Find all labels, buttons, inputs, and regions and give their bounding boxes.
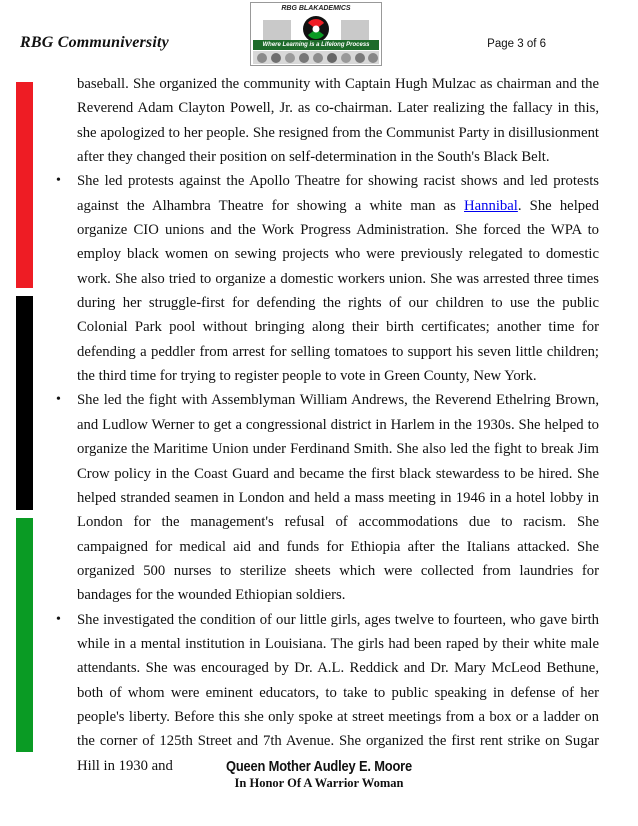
header-left-title: RBG Communiversity (20, 34, 169, 51)
bullet-1-text-b: . She helped organize CIO unions and the Work Progress Administration. She forced the WPA to employ black women on sewing projects who were previously relegated to domestic work. She also tried to organize a domestic workers union. She was arrested three times during her struggle-first for defending the rights of our children to use the public Colonial Park pool without bringing along their birth certificates; another time for defending a peddler from arrest for selling tomatoes to support his seven little children; the third time for trying to register people to vote in Green County, New York. (77, 197, 599, 385)
bullet-icon: • (56, 173, 61, 189)
bullet-item-2 (56, 388, 599, 607)
rbg-logo (250, 2, 382, 66)
bullet-2-text: She led the fight with Assemblyman William Andrews, the Reverend Ethelring Brown, and Ludlow Werner to get a congressional district in Harlem in the 1930s. She helped to organize the Maritime Union under Ferdinand Smith. She also led the fight to break Jim Crow policy in the Coast Guard and became the first black stewardess to be hired. She helped stranded seamen in London and held a mass meeting in 1946 in a hotel lobby in London for the management's refusal of accommodations due to racism. She campaigned for medical aid and funds for Ethiopia after the Italians attacked. She organized 500 nurses to sterilize sheets which were collected from laundries for bandages for the wounded Ethiopian soldiers. (77, 392, 599, 604)
bullet-1-text-a: She led protests against the Apollo Theatre for showing racist shows and led protests against the Alhambra Theatre for showing a white man as (77, 173, 599, 214)
logo-title: RBG BLAKADEMICS (281, 5, 351, 12)
bullet-icon: • (56, 392, 61, 408)
bullet-3-text: She investigated the condition of our little girls, ages twelve to fourteen, who gave birth while in a mental institution in Louisiana. The girls had been raped by their white male attendants. She was encouraged by Dr. A.L. Reddick and Dr. Mary McLeod Bethune, both of whom were eminent educators, to take to public speaking in defense of her people's liberty. Before this she only spoke at street meetings from a box or a ladder on the corner of 125th Street and 7th Avenue. She organized the first rent strike on Sugar Hill in 1930 and (77, 611, 599, 774)
hannibal-link[interactable]: Hannibal (464, 197, 518, 214)
flag-bar-red (16, 82, 33, 288)
logo-portraits-icon (253, 51, 379, 64)
logo-tagline: Where Learning is a Lifelong Process (253, 40, 379, 50)
flag-bar-green (16, 518, 33, 752)
bullet-item-3 (56, 608, 599, 778)
page-number: Page 3 of 6 (487, 38, 546, 50)
bullet-icon: • (56, 611, 61, 627)
document-body (56, 72, 599, 778)
footer-subtitle: In Honor Of A Warrior Woman (234, 776, 404, 790)
flag-bar-black (16, 296, 33, 510)
bullet-item-1 (56, 169, 599, 388)
paragraph-continued: baseball. She organized the community with Captain Hugh Mulzac as chairman and the Reverend Adam Clayton Powell, Jr. as co-chairman. Later realizing the fallacy in this, she apologized to her people. She resigned from the Communist Party in disillusionment after they changed their position on self-determination in the South's Black Belt. (77, 76, 599, 166)
footer-title: Queen Mother Audley E. Moore (225, 758, 413, 775)
